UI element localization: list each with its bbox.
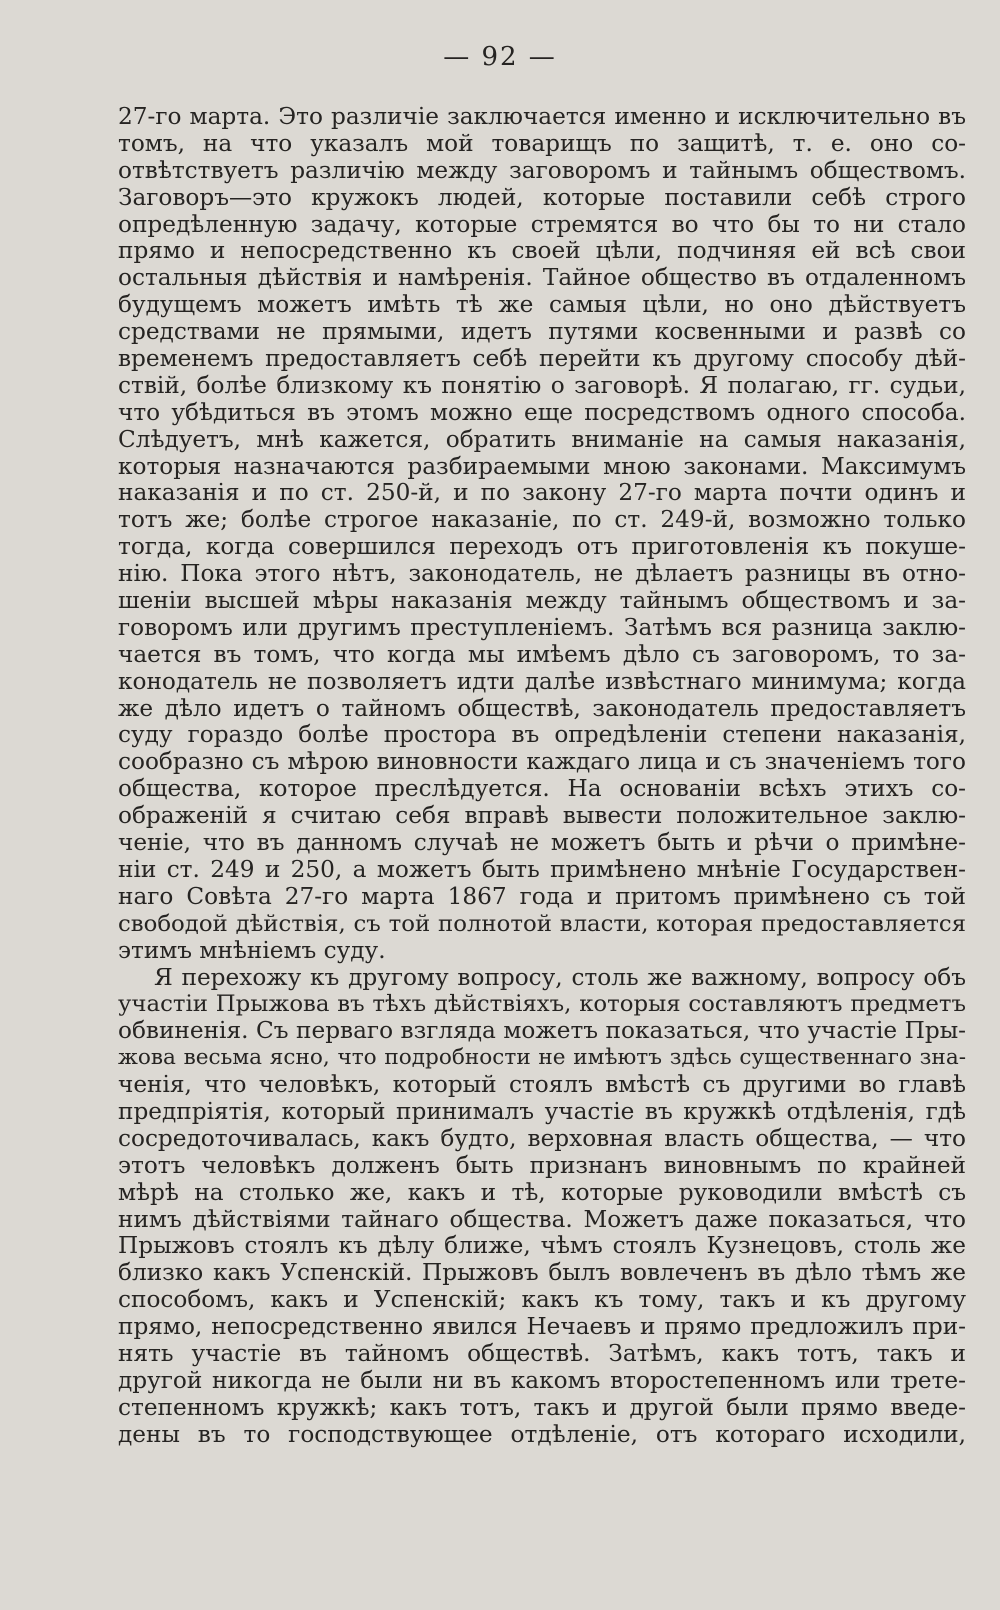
text-line: ченія, что человѣкъ, который стоялъ вмѣстѣ съ другими во главѣ [118,1072,966,1099]
text-line: томъ, на что указалъ мой товарищъ по защитѣ, т. е. оно со- [118,130,966,157]
text-line: сосредоточивалась, какъ будто, верховная власть общества, — что [118,1125,966,1152]
text-line: временемъ предоставляетъ себѣ перейти къ другому способу дѣй- [118,346,966,373]
text-line: ствій, болѣе близкому къ понятію о заговорѣ. Я полагаю, гг. судьи, [118,372,966,399]
text-line: общества, которое преслѣдуется. На основаніи всѣхъ этихъ со- [118,776,966,803]
text-line: мѣрѣ на столько же, какъ и тѣ, которые руководили вмѣстѣ съ [118,1179,966,1206]
text-line: сообразно съ мѣрою виновности каждаго лица и съ значеніемъ того [118,749,966,776]
text-line: остальныя дѣйствія и намѣренія. Тайное общество въ отдаленномъ [118,265,966,292]
text-line: способомъ, какъ и Успенскій; какъ къ тому, такъ и къ другому [118,1287,966,1314]
paragraph [118,104,966,965]
text-line: шеніи высшей мѣры наказанія между тайнымъ обществомъ и за- [118,588,966,615]
text-line: суду гораздо болѣе простора въ опредѣленіи степени наказанія, [118,722,966,749]
text-line: Заговоръ—это кружокъ людей, которые поставили себѣ строго [118,184,966,211]
text-line: другой никогда не были ни въ какомъ второстепенномъ или трете- [118,1367,966,1394]
text-line: жова весьма ясно, что подробности не имѣютъ здѣсь существеннаго зна- [118,1045,966,1071]
text-line: этимъ мнѣніемъ суду. [118,937,386,964]
text-line: отвѣтствуетъ различію между заговоромъ и тайнымъ обществомъ. [118,157,966,184]
text-line: прямо и непосредственно къ своей цѣли, подчиняя ей всѣ свои [118,238,966,265]
text-line: 27-го марта. Это различіе заключается именно и исключительно въ [118,104,966,130]
text-line: ніи ст. 249 и 250, а можетъ быть примѣнено мнѣніе Государствен- [118,856,966,883]
page-number: — 92 — [443,42,557,72]
text-line: близко какъ Успенскій. Прыжовъ былъ вовлеченъ въ дѣло тѣмъ же [118,1260,966,1287]
text-line: же дѣло идетъ о тайномъ обществѣ, законодатель предоставляетъ [118,695,966,722]
page-body-text [118,104,966,1449]
text-line: Я перехожу къ другому вопросу, столь же важному, вопросу объ [154,964,966,991]
text-line: говоромъ или другимъ преступленіемъ. Затѣмъ вся разница заклю- [118,614,966,641]
text-line: этотъ человѣкъ долженъ быть признанъ виновнымъ по крайней [118,1152,966,1179]
text-line: средствами не прямыми, идетъ путями косвенными и развѣ со [118,319,966,346]
text-line: чается въ томъ, что когда мы имѣемъ дѣло съ заговоромъ, то за- [118,641,966,668]
paragraph [118,965,966,1449]
text-line: что убѣдиться въ этомъ можно еще посредствомъ одного способа. [118,399,966,426]
text-line: тотъ же; болѣе строгое наказаніе, по ст. 249-й, возможно только [118,507,966,534]
text-line: тогда, когда совершился переходъ отъ приготовленія къ покуше- [118,534,966,561]
text-line: наго Совѣта 27-го марта 1867 года и притомъ примѣнено съ той [118,883,966,910]
text-line: нію. Пока этого нѣтъ, законодатель, не дѣлаетъ разницы въ отно- [118,561,966,588]
text-line: свободой дѣйствія, съ той полнотой власти, которая предоставляется [118,910,966,937]
text-line: ченіе, что въ данномъ случаѣ не можетъ быть и рѣчи о примѣне- [118,830,966,857]
text-line: Прыжовъ стоялъ къ дѣлу ближе, чѣмъ стоялъ Кузнецовъ, столь же [118,1233,966,1260]
text-line: ображеній я считаю себя вправѣ вывести положительное заклю- [118,803,966,830]
text-line: опредѣленную задачу, которые стремятся во что бы то ни стало [118,211,966,238]
text-line: участіи Прыжова въ тѣхъ дѣйствіяхъ, которыя составляютъ предметъ [118,991,966,1018]
text-line: наказанія и по ст. 250-й, и по закону 27-го марта почти одинъ и [118,480,966,507]
text-line: которыя назначаются разбираемыми мною законами. Максимумъ [118,453,966,480]
text-line: нимъ дѣйствіями тайнаго общества. Можетъ даже показаться, что [118,1206,966,1233]
text-line: нять участіе въ тайномъ обществѣ. Затѣмъ, какъ тотъ, такъ и [118,1340,966,1367]
text-line: конодатель не позволяетъ идти далѣе извѣстнаго минимума; когда [118,668,966,695]
text-line: предпріятія, который принималъ участіе въ кружкѣ отдѣленія, гдѣ [118,1098,966,1125]
text-line: будущемъ можетъ имѣть тѣ же самыя цѣли, но оно дѣйствуетъ [118,292,966,319]
text-line: прямо, непосредственно явился Нечаевъ и прямо предложилъ при- [118,1314,966,1341]
text-line: степенномъ кружкѣ; какъ тотъ, такъ и другой были прямо введе- [118,1394,966,1421]
text-line: дены въ то господствующее отдѣленіе, отъ котораго исходили, [118,1421,966,1448]
text-line: Слѣдуетъ, мнѣ кажется, обратить вниманіе на самыя наказанія, [118,426,966,453]
text-line: обвиненія. Съ перваго взгляда можетъ показаться, что участіе Пры- [118,1018,966,1045]
